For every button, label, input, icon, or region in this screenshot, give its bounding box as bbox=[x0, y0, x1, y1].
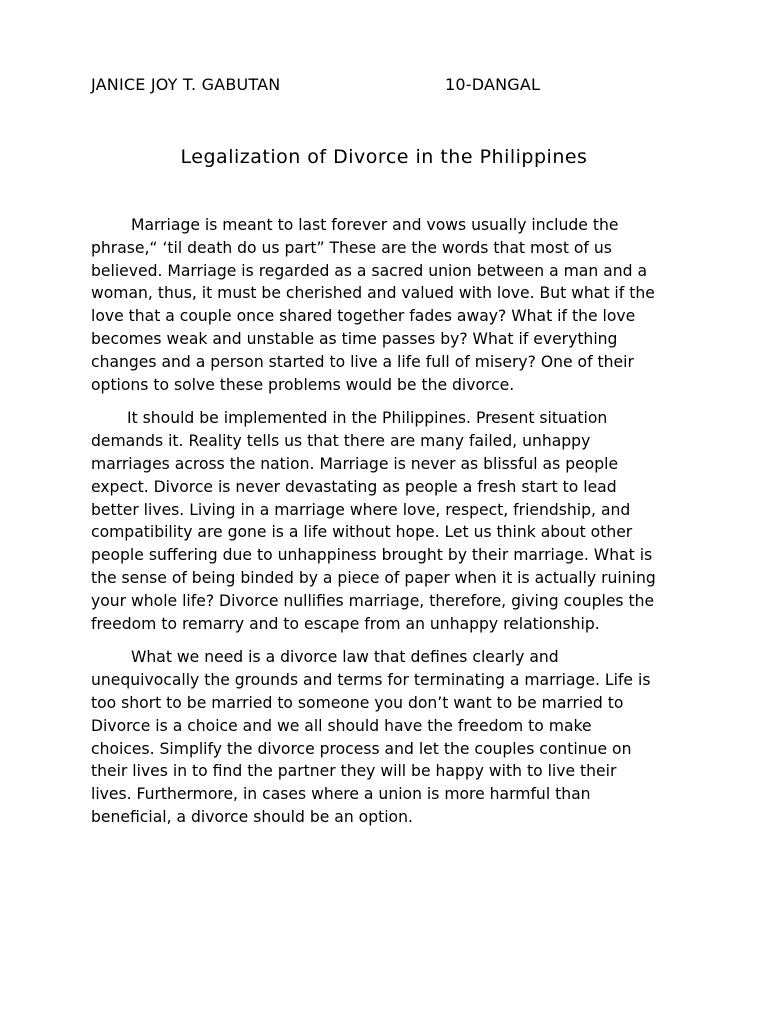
paragraph-3 bbox=[91, 646, 681, 828]
author-name: JANICE JOY T. GABUTAN bbox=[91, 75, 281, 94]
text-line: woman, thus, it must be cherished and valued with love. But what if the bbox=[91, 284, 655, 303]
text-line: your whole life? Divorce nullifies marriage, therefore, giving couples the bbox=[91, 591, 655, 610]
text-line: the sense of being binded by a piece of paper when it is actually ruining bbox=[91, 568, 656, 587]
text-line: better lives. Living in a marriage where love, respect, friendship, and bbox=[91, 500, 631, 519]
paragraph-2 bbox=[91, 407, 681, 635]
text-line: expect. Divorce is never devastating as people a fresh start to lead bbox=[91, 477, 617, 496]
text-line: believed. Marriage is regarded as a sacred union between a man and a bbox=[91, 261, 648, 280]
essay-body bbox=[91, 214, 681, 840]
text-line: Divorce is a choice and we all should have the freedom to make bbox=[91, 716, 592, 735]
text-line: changes and a person started to live a life full of misery? One of their bbox=[91, 352, 634, 371]
text-line: demands it. Reality tells us that there are many failed, unhappy bbox=[91, 432, 591, 451]
text-line: becomes weak and unstable as time passes by? What if everything bbox=[91, 329, 618, 348]
essay-title: Legalization of Divorce in the Philippines bbox=[180, 146, 588, 168]
text-line: freedom to remarry and to escape from an unhappy relationship. bbox=[91, 614, 600, 633]
text-line: lives. Furthermore, in cases where a union is more harmful than bbox=[91, 785, 591, 804]
text-line: marriages across the nation. Marriage is never as blissful as people bbox=[91, 454, 619, 473]
text-line: unequivocally the grounds and terms for terminating a marriage. Life is bbox=[91, 671, 651, 690]
text-line: phrase,“ ‘til death do us part” These are the words that most of us bbox=[91, 238, 612, 257]
text-line: Marriage is meant to last forever and vows usually include the bbox=[131, 216, 619, 234]
text-line: too short to be married to someone you don’t want to be married to bbox=[91, 693, 624, 712]
text-line: options to solve these problems would be the divorce. bbox=[91, 375, 515, 394]
document-header bbox=[91, 74, 691, 96]
class-section: 10-DANGAL bbox=[445, 75, 541, 94]
text-line: What we need is a divorce law that defines clearly and bbox=[131, 648, 559, 667]
text-line: people suffering due to unhappiness brought by their marriage. What is bbox=[91, 546, 653, 565]
paragraph-1 bbox=[91, 214, 681, 396]
text-line: love that a couple once shared together fades away? What if the love bbox=[91, 307, 636, 326]
text-line: beneficial, a divorce should be an option. bbox=[91, 807, 413, 826]
text-line: It should be implemented in the Philippines. Present situation bbox=[127, 409, 608, 428]
text-line: choices. Simplify the divorce process and let the couples continue on bbox=[91, 739, 632, 758]
text-line: compatibility are gone is a life without hope. Let us think about other bbox=[91, 523, 633, 542]
text-line: their lives in to find the partner they will be happy with to live their bbox=[91, 762, 617, 781]
